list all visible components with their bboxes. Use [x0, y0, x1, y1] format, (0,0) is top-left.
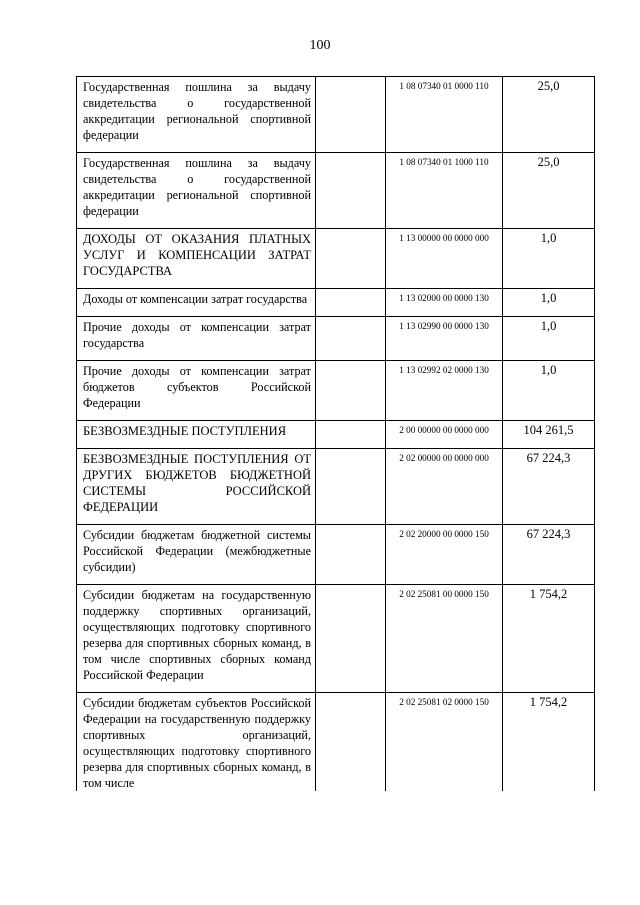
budget-code-cell: 1 13 02990 00 0000 130	[386, 317, 503, 361]
empty-cell	[316, 77, 386, 153]
empty-cell	[316, 317, 386, 361]
revenue-name-cell: Прочие доходы от компенсации затрат бюджетов субъектов Российской Федерации	[77, 361, 316, 421]
table-row	[77, 229, 595, 289]
budget-code-cell: 1 13 02992 02 0000 130	[386, 361, 503, 421]
empty-cell	[316, 585, 386, 693]
empty-cell	[316, 361, 386, 421]
amount-cell: 67 224,3	[503, 525, 595, 585]
amount-cell: 67 224,3	[503, 449, 595, 525]
budget-code-cell: 2 00 00000 00 0000 000	[386, 421, 503, 449]
budget-code-cell: 1 13 00000 00 0000 000	[386, 229, 503, 289]
budget-code-cell: 1 08 07340 01 1000 110	[386, 153, 503, 229]
amount-cell: 1,0	[503, 317, 595, 361]
table-row	[77, 421, 595, 449]
table-row	[77, 449, 595, 525]
budget-code-cell: 1 13 02000 00 0000 130	[386, 289, 503, 317]
table-row	[77, 525, 595, 585]
budget-code-cell: 2 02 00000 00 0000 000	[386, 449, 503, 525]
amount-cell: 1 754,2	[503, 585, 595, 693]
table-row	[77, 317, 595, 361]
empty-cell	[316, 525, 386, 585]
table-row	[77, 77, 595, 153]
revenue-name-cell: Доходы от компенсации затрат государства	[77, 289, 316, 317]
table-row	[77, 361, 595, 421]
revenue-name-cell: БЕЗВОЗМЕЗДНЫЕ ПОСТУПЛЕНИЯ	[77, 421, 316, 449]
empty-cell	[316, 289, 386, 317]
page-number: 100	[309, 38, 331, 53]
revenue-name-cell: Прочие доходы от компенсации затрат государства	[77, 317, 316, 361]
budget-revenue-table	[76, 76, 595, 791]
revenue-name-cell: Субсидии бюджетам на государственную поддержку спортивных организаций, осуществляющих подготовку спортивного резерва для спортивных сборных команд, в том числе спортивных сборных команд Российской Федерации	[77, 585, 316, 693]
table-row	[77, 289, 595, 317]
table-row	[77, 693, 595, 792]
empty-cell	[316, 421, 386, 449]
table-row	[77, 153, 595, 229]
budget-code-cell: 1 08 07340 01 0000 110	[386, 77, 503, 153]
revenue-name-cell: Субсидии бюджетам субъектов Российской Федерации на государственную поддержку спортивных организаций, осуществляющих подготовку спортивного резерва для спортивных сборных команд, в том числе	[77, 693, 316, 792]
budget-code-cell: 2 02 25081 00 0000 150	[386, 585, 503, 693]
amount-cell: 25,0	[503, 153, 595, 229]
amount-cell: 1 754,2	[503, 693, 595, 792]
amount-cell: 25,0	[503, 77, 595, 153]
revenue-name-cell: Государственная пошлина за выдачу свидетельства о государственной аккредитации региональной спортивной федерации	[77, 77, 316, 153]
empty-cell	[316, 153, 386, 229]
empty-cell	[316, 693, 386, 792]
table-row	[77, 585, 595, 693]
revenue-name-cell: Субсидии бюджетам бюджетной системы Российской Федерации (межбюджетные субсидии)	[77, 525, 316, 585]
amount-cell: 104 261,5	[503, 421, 595, 449]
amount-cell: 1,0	[503, 361, 595, 421]
budget-code-cell: 2 02 20000 00 0000 150	[386, 525, 503, 585]
revenue-name-cell: БЕЗВОЗМЕЗДНЫЕ ПОСТУПЛЕНИЯ ОТ ДРУГИХ БЮДЖЕТОВ БЮДЖЕТНОЙ СИСТЕМЫ РОССИЙСКОЙ ФЕДЕРАЦИИ	[77, 449, 316, 525]
empty-cell	[316, 449, 386, 525]
amount-cell: 1,0	[503, 229, 595, 289]
empty-cell	[316, 229, 386, 289]
budget-code-cell: 2 02 25081 02 0000 150	[386, 693, 503, 792]
revenue-name-cell: Государственная пошлина за выдачу свидетельства о государственной аккредитации региональной спортивной федерации	[77, 153, 316, 229]
amount-cell: 1,0	[503, 289, 595, 317]
revenue-name-cell: ДОХОДЫ ОТ ОКАЗАНИЯ ПЛАТНЫХ УСЛУГ И КОМПЕНСАЦИИ ЗАТРАТ ГОСУДАРСТВА	[77, 229, 316, 289]
